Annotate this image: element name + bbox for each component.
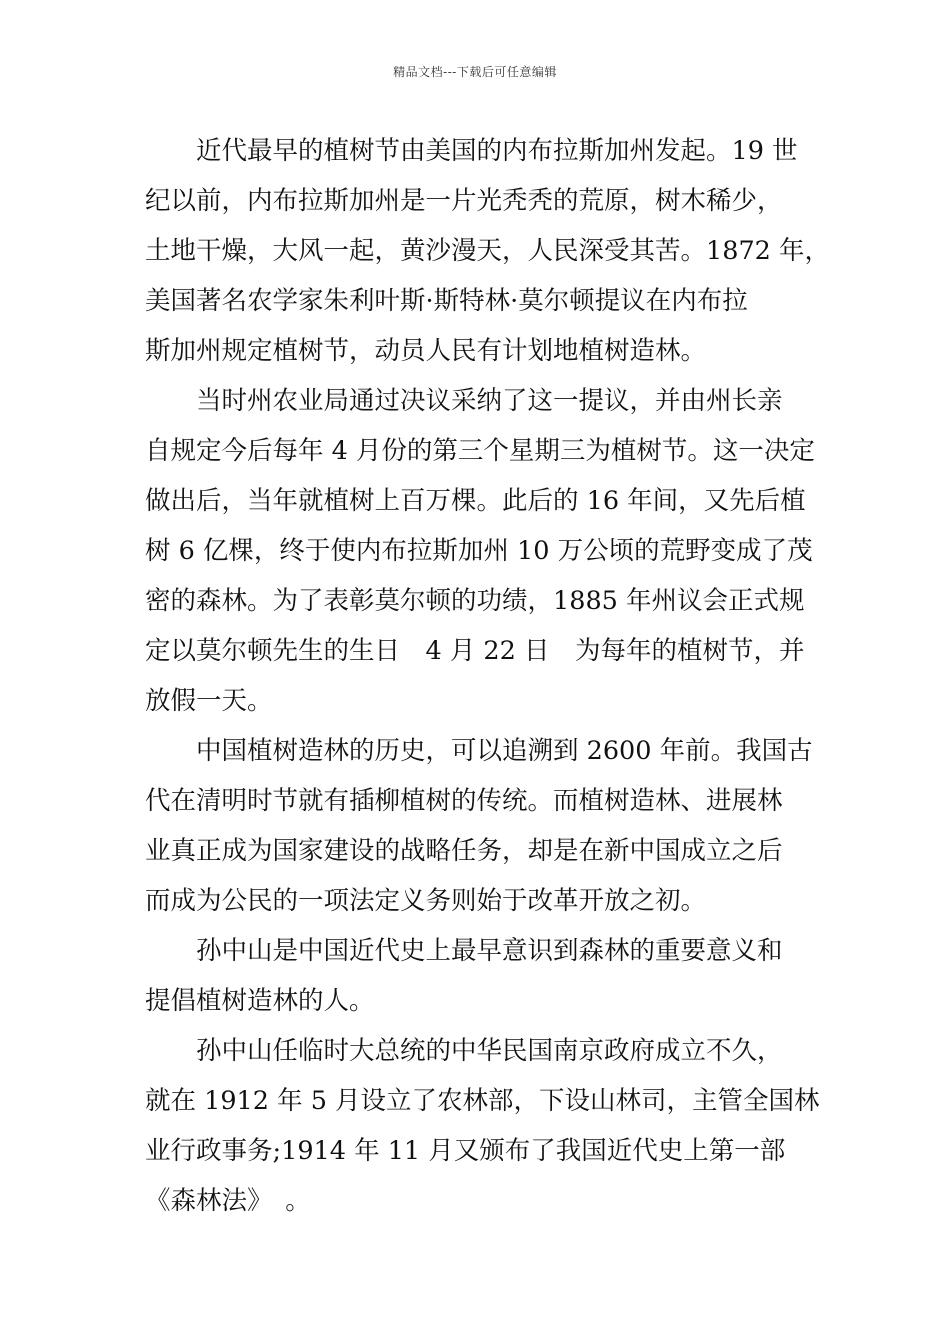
text-line: 美国著名农学家朱利叶斯·斯特林·莫尔顿提议在内布拉 [145, 286, 748, 316]
text-line: 《森林法》 。 [145, 1186, 311, 1216]
text-line: 提倡植树造林的人。 [145, 986, 375, 1016]
text-line: 代在清明时节就有插柳植树的传统。而植树造林、进展林 [145, 786, 783, 816]
text-line: 树 6 亿棵，终于使内布拉斯加州 10 万公顷的荒野变成了茂 [145, 536, 813, 566]
text-line: 斯加州规定植树节，动员人民有计划地植树造林。 [145, 336, 707, 366]
text-line: 孙中山是中国近代史上最早意识到森林的重要意义和 [145, 936, 783, 966]
text-line: 自规定今后每年 4 月份的第三个星期三为植树节。这一决定 [145, 436, 815, 466]
text-line: 而成为公民的一项法定义务则始于改革开放之初。 [145, 886, 707, 916]
text-line: 就在 1912 年 5 月设立了农林部，下设山林司，主管全国林 [145, 1086, 820, 1116]
text-line: 土地干燥，大风一起，黄沙漫天，人民深受其苦。1872 年， [145, 236, 831, 266]
text-line: 做出后，当年就植树上百万棵。此后的 16 年间，又先后植 [145, 486, 806, 516]
text-line: 纪以前，内布拉斯加州是一片光秃秃的荒原，树木稀少， [145, 186, 783, 216]
text-line: 当时州农业局通过决议采纳了这一提议，并由州长亲 [145, 386, 783, 416]
page-header: 精品文档---下载后可任意编辑 [393, 65, 557, 79]
text-line: 孙中山任临时大总统的中华民国南京政府成立不久， [145, 1036, 783, 1066]
text-line: 中国植树造林的历史，可以追溯到 2600 年前。我国古 [145, 736, 813, 766]
text-line: 定以莫尔顿先生的生日 4 月 22 日 为每年的植树节，并 [145, 636, 805, 666]
text-line: 密的森林。为了表彰莫尔顿的功绩，1885 年州议会正式规 [145, 586, 805, 616]
text-line: 业行政事务;1914 年 11 月又颁布了我国近代史上第一部 [145, 1136, 786, 1166]
text-line: 近代最早的植树节由美国的内布拉斯加州发起。19 世 [145, 136, 798, 166]
text-line: 业真正成为国家建设的战略任务，却是在新中国成立之后 [145, 836, 783, 866]
text-line: 放假一天。 [145, 686, 273, 716]
